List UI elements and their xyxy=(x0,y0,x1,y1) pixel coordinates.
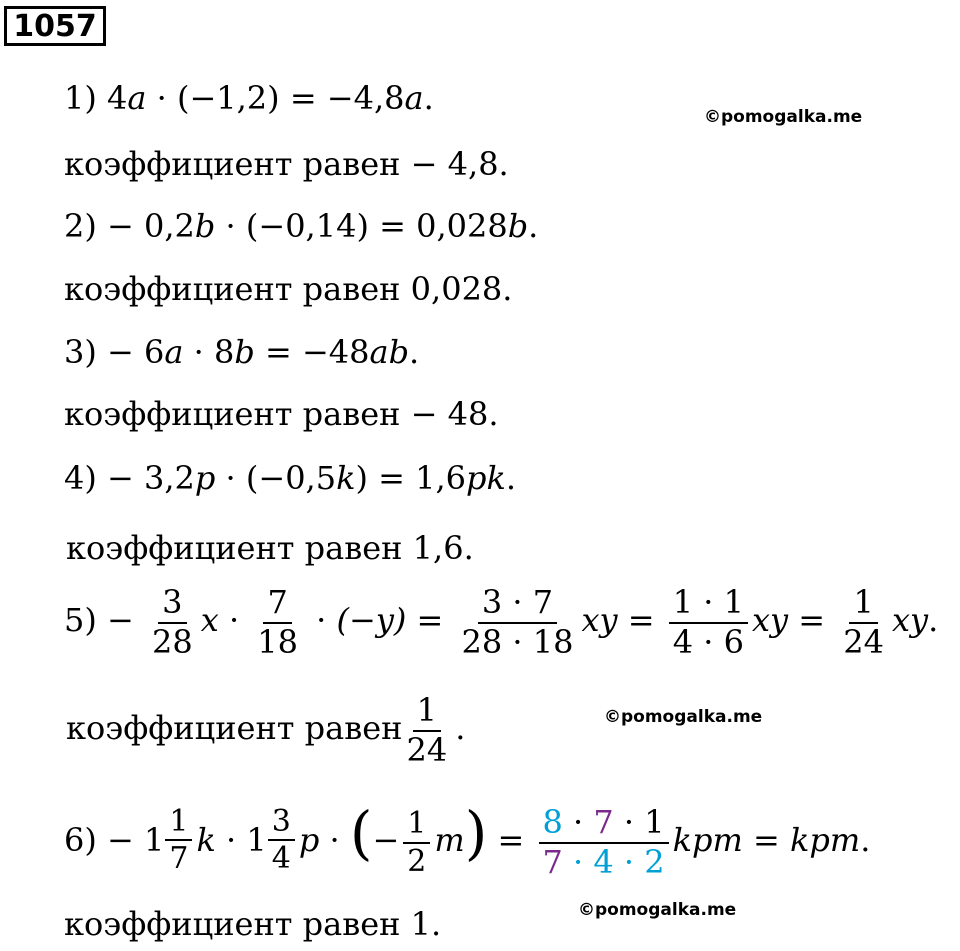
fraction: $\frac{1}{7}$ xyxy=(165,806,192,875)
equation-5: 5) − $\frac{3}{28}$ x · $\frac{7}{18}$ · (−y) = $\frac{3 \cdot 7}{28 \cdot 18}$ xy = $\frac{1 \cdot 1}{4 \cdot 6}$ xy = $\frac{1}{24}$ xy. xyxy=(64,583,939,661)
equation-1: 1) 4a · (−1,2) = −4,8a. xyxy=(64,79,434,117)
watermark: ©pomogalka.me xyxy=(604,707,763,727)
equation-6: 6) − 1 $\frac{1}{7}$ k · 1 $\frac{3}{4}$ p · (− $\frac{1}{2}$ m) = $\frac{8 \cdot 7 \cdot 1}{7 \cdot 4 \cdot 2}$ kpm = kpm. xyxy=(64,799,871,881)
fraction: $\frac{1}{2}$ xyxy=(403,808,430,877)
fraction: $\frac{3 \cdot 7}{28 \cdot 18}$ xyxy=(461,583,574,661)
colored-fraction: $\frac{8 \cdot 7 \cdot 1}{7 \cdot 4 \cdot 2}$ xyxy=(539,806,669,879)
equation-4: 4) − 3,2p · (−0,5k) = 1,6pk. xyxy=(64,459,517,497)
watermark: ©pomogalka.me xyxy=(578,900,737,920)
fraction: $\frac{3}{28}$ xyxy=(152,583,193,661)
equation-3: 3) − 6a · 8b = −48ab. xyxy=(64,333,420,371)
fraction: $\frac{7}{18}$ xyxy=(257,583,298,661)
coefficient-5: коэффициент равен $\frac{1}{24}$ . xyxy=(66,691,466,769)
fraction: $\frac{1 \cdot 1}{4 \cdot 6}$ xyxy=(669,586,748,659)
fraction: $\frac{3}{4}$ xyxy=(268,806,295,875)
coefficient-1: коэффициент равен − 4,8. xyxy=(64,145,509,183)
coefficient-2: коэффициент равен 0,028. xyxy=(64,270,513,308)
mixed-number: 1 $\frac{3}{4}$ xyxy=(246,806,298,875)
coefficient-4: коэффициент равен 1,6. xyxy=(66,529,474,567)
coefficient-3: коэффициент равен − 48. xyxy=(64,395,499,433)
problem-number-box xyxy=(4,6,106,46)
watermark: ©pomogalka.me xyxy=(704,107,863,127)
problem-number: 1057 xyxy=(13,8,97,44)
equation-2: 2) − 0,2b · (−0,14) = 0,028b. xyxy=(64,207,539,245)
fraction: $\frac{1}{24}$ xyxy=(406,691,448,769)
mixed-number: − 1 $\frac{1}{7}$ xyxy=(107,806,196,875)
fraction: $\frac{1}{24}$ xyxy=(843,583,884,661)
coefficient-6: коэффициент равен 1. xyxy=(64,905,442,943)
